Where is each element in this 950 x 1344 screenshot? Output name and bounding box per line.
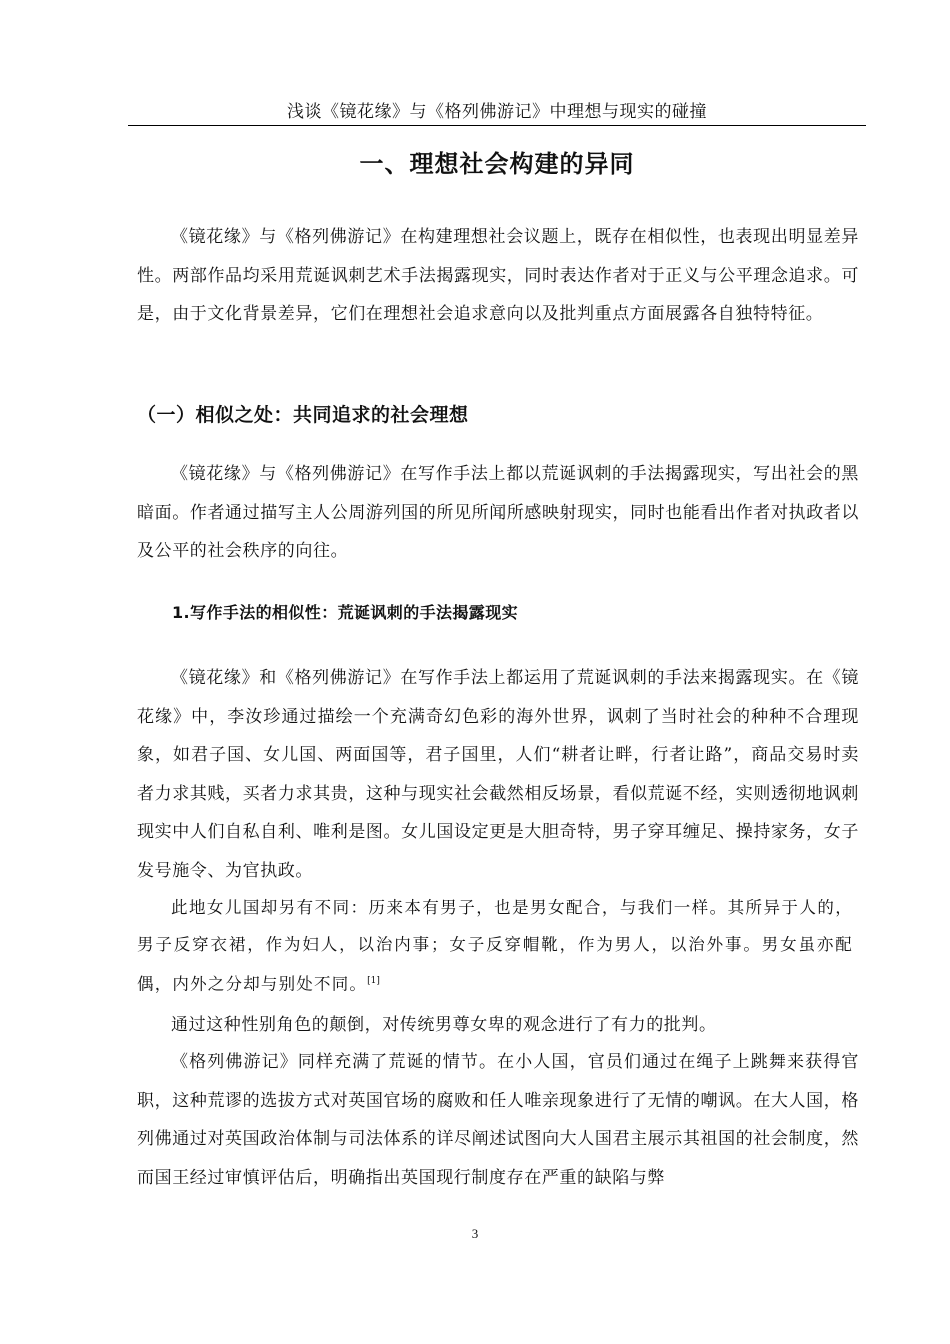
citation-marker: [1] bbox=[367, 976, 380, 986]
page-number: 3 bbox=[471, 1226, 479, 1241]
intro-paragraph: 《镜花缘》与《格列佛游记》在构建理想社会议题上，既存在相似性，也表现出明显差异性。两部作品均采用荒诞讽刺艺术手法揭露现实，同时表达作者对于正义与公平理念追求。可是，由于文化背景差异，它们在理想社会追求意向以及批判重点方面展露各自独特特征。 bbox=[137, 227, 859, 324]
body-paragraph-jinghuayuan: 《镜花缘》和《格列佛游记》在写作手法上都运用了荒诞讽刺的手法来揭露现实。在《镜花缘》中，李汝珍通过描绘一个充满奇幻色彩的海外世界，讽刺了当时社会的种种不合理现象，如君子国、女儿国、两面国等，君子国里，人们“耕者让畔，行者让路”，商品交易时卖者力求其贱，买者力求其贵，这种与现实社会截然相反场景，看似荒诞不经，实则透彻地讽刺现实中人们自私自利、唯利是图。女儿国设定更是大胆奇特，男子穿耳缠足、操持家务，女子发号施令、为官执政。 bbox=[137, 668, 859, 881]
after-quote-paragraph: 通过这种性别角色的颠倒，对传统男尊女卑的观念进行了有力的批判。 bbox=[171, 1015, 717, 1035]
section-heading: （一）相似之处：共同追求的社会理想 bbox=[137, 404, 469, 426]
subsection-heading: 1.写作手法的相似性：荒诞讽刺的手法揭露现实 bbox=[172, 603, 519, 622]
quote-text: 此地女儿国却另有不同：历来本有男子，也是男女配合，与我们一样。其所异于人的，男子反穿衣裙，作为妇人，以治内事；女子反穿帽靴，作为男人，以治外事。男女虽亦配偶，内外之分却与别处不同。 bbox=[137, 898, 853, 994]
body-paragraph-gulliver: 《格列佛游记》同样充满了荒诞的情节。在小人国，官员们通过在绳子上跳舞来获得官职，这种荒谬的选拔方式对英国官场的腐败和任人唯亲现象进行了无情的嘲讽。在大人国，格列佛通过对英国政治体制与司法体系的详尽阐述试图向大人国君主展示其祖国的社会制度，然而国王经过审慎评估后，明确指出英国现行制度存在严重的缺陷与弊 bbox=[137, 1052, 859, 1188]
header-divider bbox=[128, 125, 866, 126]
section-paragraph: 《镜花缘》与《格列佛游记》在写作手法上都以荒诞讽刺的手法揭露现实，写出社会的黑暗面。作者通过描写主人公周游列国的所见所闻所感映射现实，同时也能看出作者对执政者以及公平的社会秩序的向往。 bbox=[137, 464, 859, 561]
chapter-title: 一、理想社会构建的异同 bbox=[359, 150, 635, 178]
running-header: 浅谈《镜花缘》与《格列佛游记》中理想与现实的碰撞 bbox=[287, 102, 707, 122]
block-quote bbox=[137, 889, 853, 1003]
